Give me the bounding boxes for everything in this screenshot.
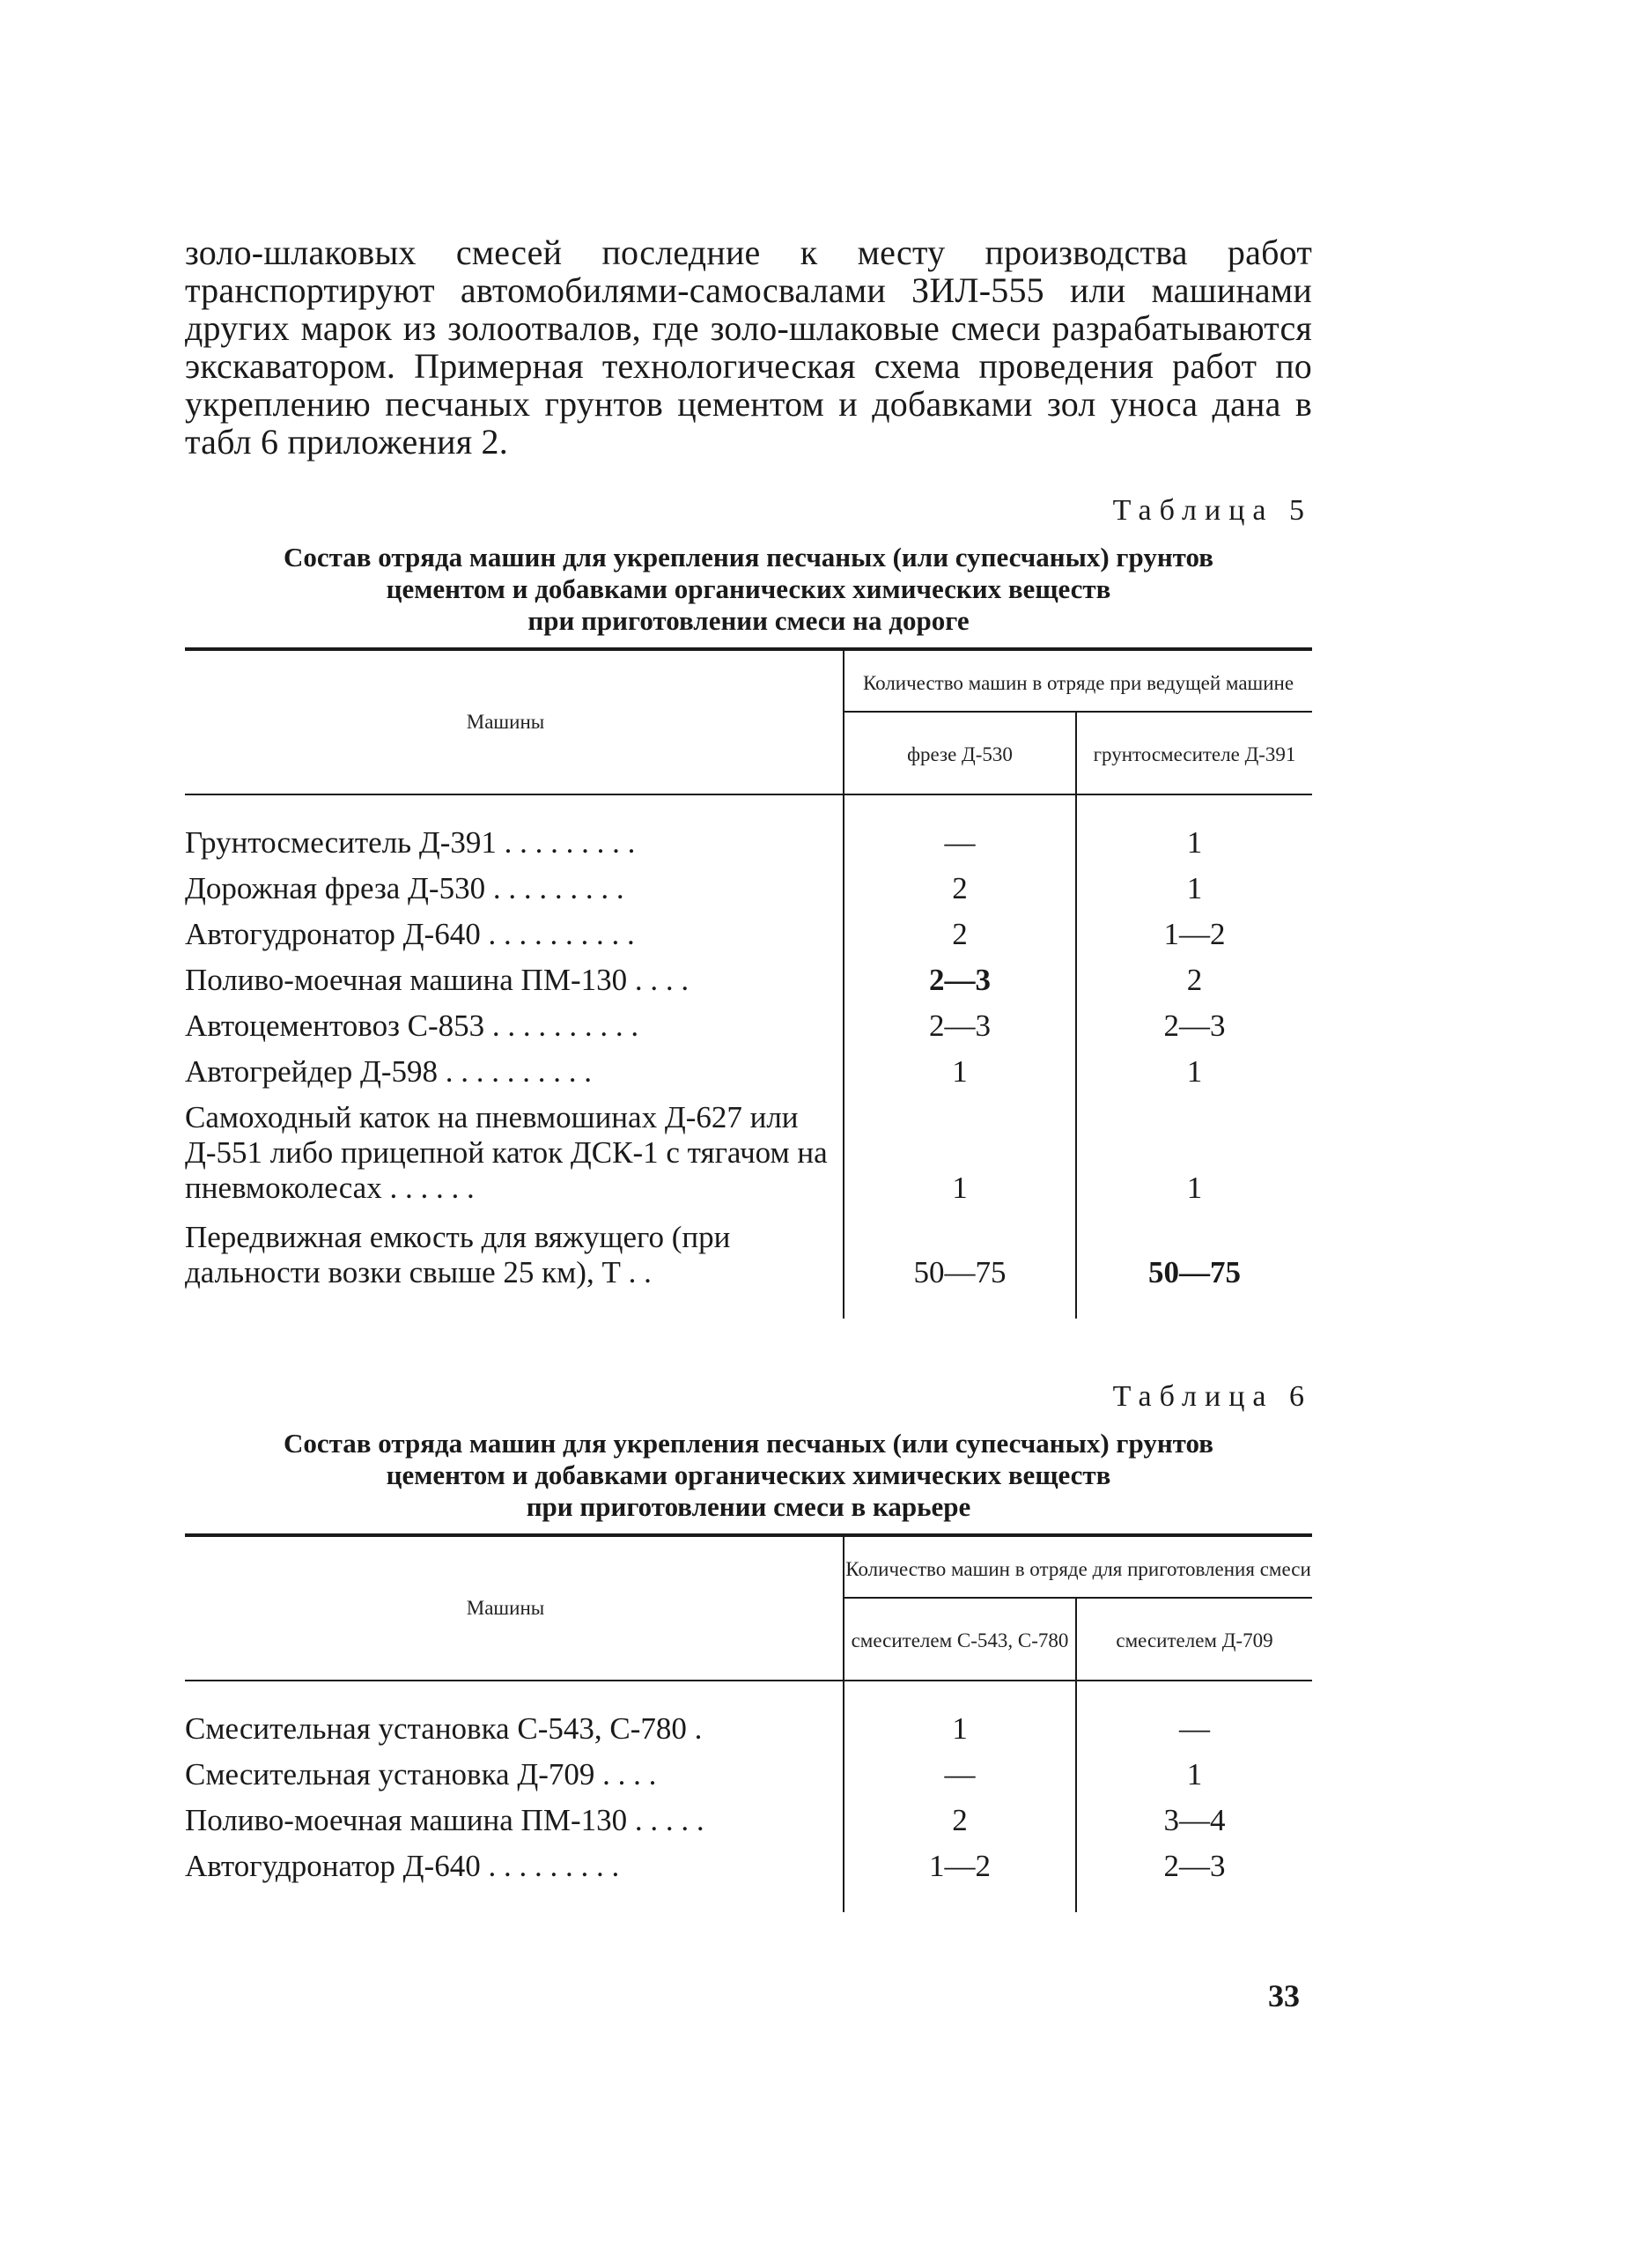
table-5-row-value-a: — [844, 820, 1076, 866]
table-5-row-value-a: 2—3 [844, 957, 1076, 1003]
table-5-header-col-b: грунтосмесителе Д-391 [1076, 712, 1312, 794]
table-5-row-name: Автогудронатор Д-640 . . . . . . . . . . [185, 912, 844, 957]
page-number: 33 [1268, 1978, 1300, 2013]
table-5-row-value-b: 1 [1186, 871, 1203, 905]
table-5-title [185, 542, 1312, 637]
table-row [185, 1003, 1312, 1049]
table-row [185, 820, 1312, 866]
table-row [185, 1215, 1312, 1296]
table-5-row-value-a: 50—75 [844, 1215, 1076, 1296]
table-6-header-col-a: смесителем С-543, С-780 [844, 1598, 1076, 1681]
table-5-row-value-b: 50—75 [1148, 1255, 1241, 1289]
table-5-title-line-2: цементом и добавками органических химических веществ [386, 573, 1111, 604]
table-6-number: Таблица 6 [1112, 1380, 1312, 1413]
table-5-row-name: Передвижная емкость для вяжущего (при дальности возки свыше 25 км), Т . . [185, 1215, 844, 1296]
table-6-row-value-b: 1 [1186, 1757, 1203, 1792]
table-5-title-line-1: Состав отряда машин для укрепления песчаных (или супесчаных) грунтов [284, 542, 1213, 573]
table-5-header-col-a: фрезе Д-530 [844, 712, 1076, 794]
table-6-row-value-b: 2—3 [1163, 1849, 1226, 1883]
table-5-row-name: Поливо-моечная машина ПМ-130 . . . . [185, 957, 844, 1003]
table-5-row-value-b: 1 [1186, 1171, 1203, 1205]
table-6-title-line-1: Состав отряда машин для укрепления песчаных (или супесчаных) грунтов [284, 1428, 1213, 1459]
table-5-row-name: Автогрейдер Д-598 . . . . . . . . . . [185, 1049, 844, 1095]
table-row [185, 957, 1312, 1003]
table-6-row-value-a: — [844, 1752, 1076, 1798]
table-6-row-name: Автогудронатор Д-640 . . . . . . . . . [185, 1843, 844, 1889]
table-6-row-value-a: 1 [844, 1706, 1076, 1752]
table-6-header-group: Количество машин в отряде для приготовления смеси [844, 1535, 1312, 1598]
table-row [185, 1095, 1312, 1215]
table-5-row-name: Самоходный каток на пневмошинах Д-627 или Д-551 либо прицепной каток ДСК-1 с тягачом на пневмоколесах . . . . . . [185, 1095, 844, 1215]
table-5-row-value-a: 1 [844, 1049, 1076, 1095]
table-5-header-machines: Машины [185, 649, 844, 794]
table-5-row-name: Дорожная фреза Д-530 . . . . . . . . . [185, 866, 844, 912]
table-row [185, 1843, 1312, 1889]
table-6-row-value-b: — [1179, 1711, 1210, 1746]
table-5 [185, 647, 1312, 1319]
table-row [185, 866, 1312, 912]
table-5-header-group: Количество машин в отряде при ведущей машине [844, 649, 1312, 712]
table-6-title [185, 1428, 1312, 1523]
table-5-row-value-a: 2 [844, 866, 1076, 912]
table-5-row-value-a: 2—3 [844, 1003, 1076, 1049]
table-row [185, 1706, 1312, 1752]
table-5-row-value-b: 1 [1186, 1054, 1203, 1089]
table-5-row-name: Грунтосмеситель Д-391 . . . . . . . . . [185, 820, 844, 866]
table-5-row-value-b: 1 [1186, 825, 1203, 860]
table-6-header-row-1 [185, 1535, 1312, 1598]
table-5-number: Таблица 5 [1112, 494, 1312, 527]
table-5-title-line-3: при приготовлении смеси на дороге [527, 605, 970, 636]
table-6-row-name: Смесительная установка С-543, С-780 . [185, 1706, 844, 1752]
table-6-row-value-b: 3—4 [1163, 1803, 1226, 1837]
table-6-row-name: Поливо-моечная машина ПМ-130 . . . . . [185, 1798, 844, 1843]
table-6-title-line-3: при приготовлении смеси в карьере [526, 1491, 971, 1522]
table-6-row-value-a: 2 [844, 1798, 1076, 1843]
table-5-row-value-a: 1 [844, 1095, 1076, 1215]
table-5-row-name: Автоцементовоз С-853 . . . . . . . . . . [185, 1003, 844, 1049]
table-row [185, 912, 1312, 957]
table-6-row-name: Смесительная установка Д-709 . . . . [185, 1752, 844, 1798]
intro-paragraph: золо-шлаковых смесей последние к месту производства работ транспортируют автомобилями-самосвалами ЗИЛ-555 или машинами других марок из золоотвалов, где золо-шлаковые смеси разрабатываются экскаватором. Примерная технологическая схема проведения работ по укреплению песчаных грунтов цементом и добавками зол уноса дана в табл 6 приложения 2. [185, 233, 1312, 462]
table-5-row-value-b: 2 [1186, 963, 1203, 997]
table-5-row-value-b: 1—2 [1163, 917, 1226, 951]
table-6-title-line-2: цементом и добавками органических химических веществ [386, 1459, 1111, 1490]
table-5-row-value-b: 2—3 [1163, 1008, 1226, 1043]
table-row [185, 1798, 1312, 1843]
table-6 [185, 1533, 1312, 1912]
page-content [185, 233, 1312, 1912]
table-6-header-machines: Машины [185, 1535, 844, 1681]
table-6-header-col-b: смесителем Д-709 [1076, 1598, 1312, 1681]
table-row [185, 1752, 1312, 1798]
table-5-row-value-a: 2 [844, 912, 1076, 957]
table-row [185, 1049, 1312, 1095]
table-5-header-row-1 [185, 649, 1312, 712]
table-6-row-value-a: 1—2 [844, 1843, 1076, 1889]
